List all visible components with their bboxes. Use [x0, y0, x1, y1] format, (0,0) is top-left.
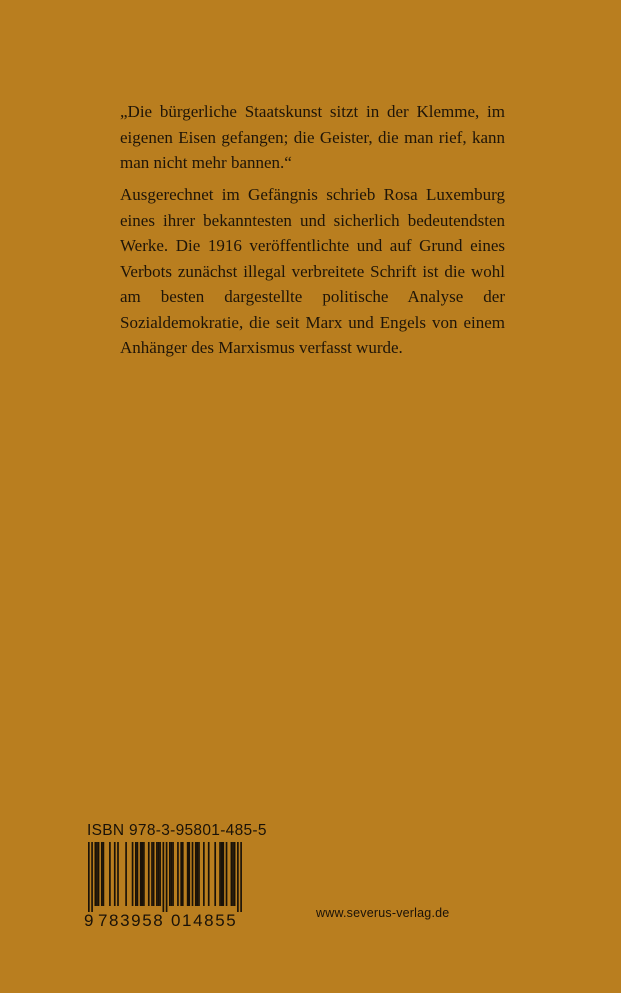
barcode-bar: [135, 842, 137, 906]
barcode-bar: [159, 842, 161, 906]
barcode-bar: [177, 842, 179, 906]
ean-left-group: 783958: [98, 911, 165, 930]
barcode-bar: [192, 842, 194, 906]
barcode-bar: [231, 842, 233, 906]
barcode-bar: [137, 842, 139, 906]
ean-first-digit: 9: [84, 911, 94, 930]
isbn-label: ISBN 978-3-95801-485-5: [87, 822, 267, 839]
barcode-bar: [198, 842, 200, 906]
barcode-bar: [221, 842, 223, 906]
barcode-bar: [234, 842, 236, 906]
barcode-bar: [195, 842, 197, 906]
barcode-bar: [151, 842, 153, 906]
barcode-bar: [187, 842, 189, 906]
barcode-bar: [182, 842, 184, 906]
barcode-bar: [98, 842, 100, 906]
barcode-bar: [188, 842, 190, 906]
barcode-bar: [153, 842, 155, 906]
barcode-bar: [208, 842, 210, 906]
barcode-bar: [143, 842, 145, 906]
ean-digits: [84, 911, 248, 933]
barcode-bar: [88, 842, 90, 912]
barcode-bar: [219, 842, 221, 906]
barcode-bar: [222, 842, 224, 906]
barcode-bar: [232, 842, 234, 906]
barcode-bar: [117, 842, 119, 906]
barcode-bars: [84, 842, 248, 912]
barcode-bar: [140, 842, 142, 906]
barcode-bar: [180, 842, 182, 906]
barcode-bar: [158, 842, 160, 906]
barcode-bar: [156, 842, 158, 906]
barcode-bar: [148, 842, 150, 906]
barcode-bar: [163, 842, 165, 912]
barcode-bar: [125, 842, 127, 906]
isbn-barcode: [84, 822, 267, 932]
barcode-bar: [166, 842, 168, 912]
barcode-bar: [114, 842, 116, 906]
barcode-bar: [109, 842, 111, 906]
barcode-bar: [132, 842, 134, 906]
publisher-website: www.severus-verlag.de: [316, 906, 450, 920]
quote-text: „Die bürgerliche Staatskunst sitzt in der Klemme, im eigenen Eisen gefangen; die Geister, die man rief, kann man nicht mehr bannen.“: [120, 102, 505, 172]
barcode-bar: [172, 842, 174, 906]
barcode-bar: [94, 842, 96, 906]
ean-right-group: 014855: [171, 911, 238, 930]
barcode-bar: [96, 842, 98, 906]
barcode-bar: [214, 842, 216, 906]
barcode-bar: [203, 842, 205, 906]
barcode-bar: [237, 842, 239, 912]
barcode-bar: [141, 842, 143, 906]
barcode-bar: [226, 842, 228, 906]
barcode-bar: [101, 842, 103, 906]
barcode-bar: [197, 842, 199, 906]
barcode-bar: [91, 842, 93, 912]
description-text: Ausgerechnet im Gefängnis schrieb Rosa Luxemburg eines ihrer bekanntesten und sicherlich bedeutendsten Werke. Die 1916 veröffentlichte und auf Grund eines Verbots zunächst illegal verbreitete Schrift ist die wohl am besten dargestellte politische Analyse der Sozialdemokratie, die seit Marx und Engels von einem Anhänger des Marxismus verfasst wurde.: [120, 185, 505, 357]
barcode-bar: [169, 842, 171, 906]
barcode-bar: [240, 842, 242, 912]
barcode-bar: [103, 842, 105, 906]
barcode-bar: [171, 842, 173, 906]
